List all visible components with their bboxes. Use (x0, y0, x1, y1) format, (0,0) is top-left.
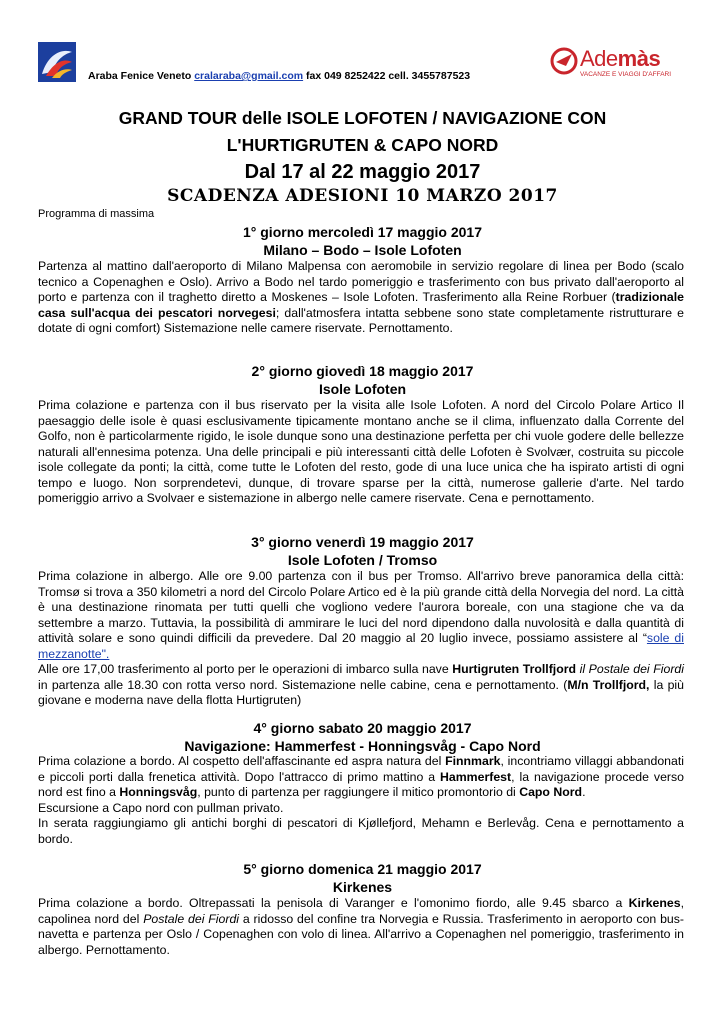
ademas-plane-icon (550, 46, 578, 80)
day2-title: 2° giorno giovedì 18 maggio 2017 (251, 363, 474, 379)
ademas-tagline: VACANZE E VIAGGI D'AFFARI (580, 71, 672, 78)
ademas-wordmark: Ademàs (580, 46, 661, 71)
day3-text: Prima colazione in albergo. Alle ore 9.00 partenza con il bus per Tromso. All'arrivo breve panoramica della città: Tromsø si trova a 350 kilometri a nord del Circolo Polare Artico ed è la più grande città della Norvegia del nord. La città è una destinazione rinomata per tutti quelli che vogliono vedere l'aurora boreale, con una stagione che va da settembre a marzo. Tuttavia, la possibilità di ammirare le luci del nord dipendono dalla nuvolosità e dalla quantità di attività solare e sono quindi difficili da prevedere. Dal 20 maggio al 20 luglio invece, possiamo assistere al “sole di mezzanotte". Alle ore 17,00 trasferimento al porto per le operazioni di imbarco sulla nave Hurtigruten Trollfjord il Postale dei Fiordi in partenza alle 18.30 con rotta verso nord. Sistemazione nelle cabine, cena e pernottamento. (M/n Trollfjord, la più giovane e moderna nave della flotta Hurtigruten) (38, 569, 684, 707)
day4-route: Navigazione: Hammerfest - Honningsvåg - Capo Nord (184, 738, 541, 754)
title-line-1: GRAND TOUR delle ISOLE LOFOTEN / NAVIGAZIONE CON (118, 108, 607, 128)
program-label: Programma di massima (38, 208, 155, 220)
day1-text: Partenza al mattino dall'aeroporto di Milano Malpensa con aeromobile in servizio regolare di linea per Bodo (scalo tecnico a Copenaghen e Oslo). Arrivo a Bodo nel tardo pomeriggio e trasferimento con bus privato dall'aeroporto al porto e partenza con il traghetto diretto a Moskenes – Isole Lofoten. Trasferimento alla Reine Rorbuer (tradizionale casa sull'acqua dei pescatori norvegesi; dall'atmosfera intatta sebbene sono state completamente ristrutturare e dotate di ogni comfort) Sistemazione nelle camere riservate. Pernottamento. (38, 259, 684, 335)
day2-route: Isole Lofoten (318, 381, 407, 397)
day1-title: 1° giorno mercoledì 17 maggio 2017 (242, 224, 482, 240)
agency-name: Araba Fenice Veneto (88, 70, 192, 82)
trip-dates: Dal 17 al 22 maggio 2017 (244, 161, 481, 183)
day2-text: Prima colazione e partenza con il bus riservato per la visita alle Isole Lofoten. A nord del Circolo Polare Artico Il paesaggio delle isole è quasi esclusivamente tipicamente montano anche se il clima, influenzato dalla Corrente del Golfo, non è particolarmente rigido, le isole dunque sono una destinazione perfetta per chi vuole godere delle bellezze naturali all'ennesima potenza. Una delle principali e più interessanti città delle Lofoten è Svolvær, costruita su piccole isole collegate da ponti; la città, come tutte le Lofoten del resto, gode di una luce unica che ha ispirato artisti di ogni tempo e luogo. Non sorprendetevi, dunque, di trovare sparse per la città, numerose gallerie d'arte. Nel tardo pomeriggio arrivo a Svolvaer e sistemazione in albergo nelle camere riservate. Cena e pernottamento. (38, 398, 684, 505)
deadline: SCADENZA ADESIONI 10 MARZO 2017 (167, 186, 558, 206)
araba-fenice-logo (38, 42, 76, 82)
day1-route: Milano – Bodo – Isole Lofoten (263, 242, 462, 258)
phone-fax: fax 049 8252422 cell. 3455787523 (306, 70, 471, 82)
day3-title: 3° giorno venerdì 19 maggio 2017 (251, 534, 474, 550)
day5-route: Kirkenes (332, 879, 393, 895)
letterhead (38, 42, 698, 88)
ademas-logo (550, 42, 698, 86)
day5-title: 5° giorno domenica 21 maggio 2017 (243, 861, 482, 877)
day4-text: Prima colazione a bordo. Al cospetto dell'affascinante ed aspra natura del Finnmark, incontriamo villaggi abbandonati e piccoli porti dalla frenetica attività. Dopo l'attracco di primo mattino a Hammerfest, la navigazione procede verso nord est fino a Honningsvåg, punto di partenza per raggiungere il mitico promontorio di Capo Nord. Escursione a Capo nord con pullman privato. In serata raggiungiamo gli antichi borghi di pescatori di Kjøllefjord, Mehamn e Berlevåg. Cena e pernottamento a bordo. (38, 754, 684, 846)
day4-title: 4° giorno sabato 20 maggio 2017 (253, 720, 472, 736)
midnight-sun-link[interactable]: sole di mezzanotte". (38, 631, 684, 661)
title-line-2: L'HURTIGRUTEN & CAPO NORD (226, 135, 499, 155)
day3-route: Isole Lofoten / Tromso (287, 552, 438, 568)
day5-text: Prima colazione a bordo. Oltrepassati la penisola di Varanger e l'omonimo fiordo, alle 9.45 sbarco a Kirkenes, capolinea nord del Postale dei Fiordi a ridosso del confine tra Norvegia e Russia. Trasferimento in aeroporto con bus-navetta e partenza per Oslo / Copenaghen con volo di linea. All'arrivo a Copenaghen nel pomeriggio, trasferimento in albergo. Pernottamento. (38, 896, 685, 957)
email-link[interactable]: cralaraba@gmail.com (194, 70, 304, 82)
contact-line (88, 70, 470, 82)
